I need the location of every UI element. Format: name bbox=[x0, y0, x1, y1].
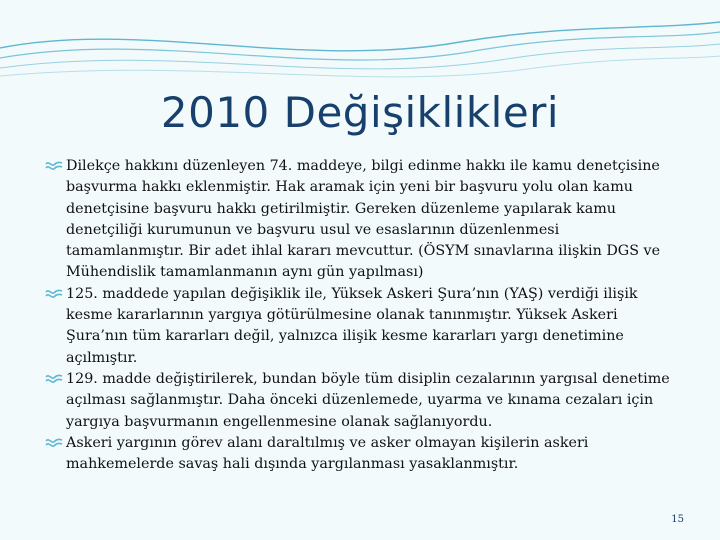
bullet-item bbox=[44, 369, 680, 433]
wave-bullet-icon bbox=[45, 436, 63, 450]
bullet-text: 129. madde değiştirilerek, bundan böyle tüm disiplin cezalarının yargısal denetime açılması sağlanmıştır. Daha önceki düzenlemede, uyarma ve kınama cezaları için yargıya başvurmanın engellenmesine olanak sağlanıyordu. bbox=[66, 370, 670, 430]
slide-title: 2010 Değişiklikleri bbox=[160, 88, 560, 137]
page-number: 15 bbox=[671, 514, 684, 525]
bullet-item bbox=[44, 433, 680, 476]
wave-decoration bbox=[0, 0, 720, 90]
wave-bullet-icon bbox=[45, 159, 63, 173]
bullet-text: Dilekçe hakkını düzenleyen 74. maddeye, bilgi edinme hakkı ile kamu denetçisine başvurma hakkı eklenmiştir. Hak aramak için yeni bir başvuru yolu olan kamu denetçisine başvuru hakkı getirilmiştir. Gereken düzenleme yapılarak kamu denetçiliği kurumunun ve başvuru usul ve esaslarının düzenlenmesi tamamlanmıştır. Bir adet ihlal kararı mevcuttur. (ÖSYM sınavlarına ilişkin DGS ve Mühendislik tamamlanmanın aynı gün yapılması) bbox=[66, 158, 661, 281]
bullet-list bbox=[44, 156, 680, 475]
bullet-text: 125. maddede yapılan değişiklik ile, Yüksek Askeri Şura’nın (YAŞ) verdiği ilişik kesme kararlarının yargıya götürülmesine olanak tanınmıştır. Yüksek Askeri Şura’nın tüm kararları değil, yalnızca ilişik kesme kararları yargı denetimine açılmıştır. bbox=[66, 285, 638, 366]
bullet-item bbox=[44, 156, 680, 284]
bullet-item bbox=[44, 284, 680, 369]
wave-bullet-icon bbox=[45, 287, 63, 301]
wave-bullet-icon bbox=[45, 372, 63, 386]
bullet-text: Askeri yargının görev alanı daraltılmış ve asker olmayan kişilerin askeri mahkemelerde savaş hali dışında yargılanması yasaklanmıştır. bbox=[66, 434, 589, 473]
